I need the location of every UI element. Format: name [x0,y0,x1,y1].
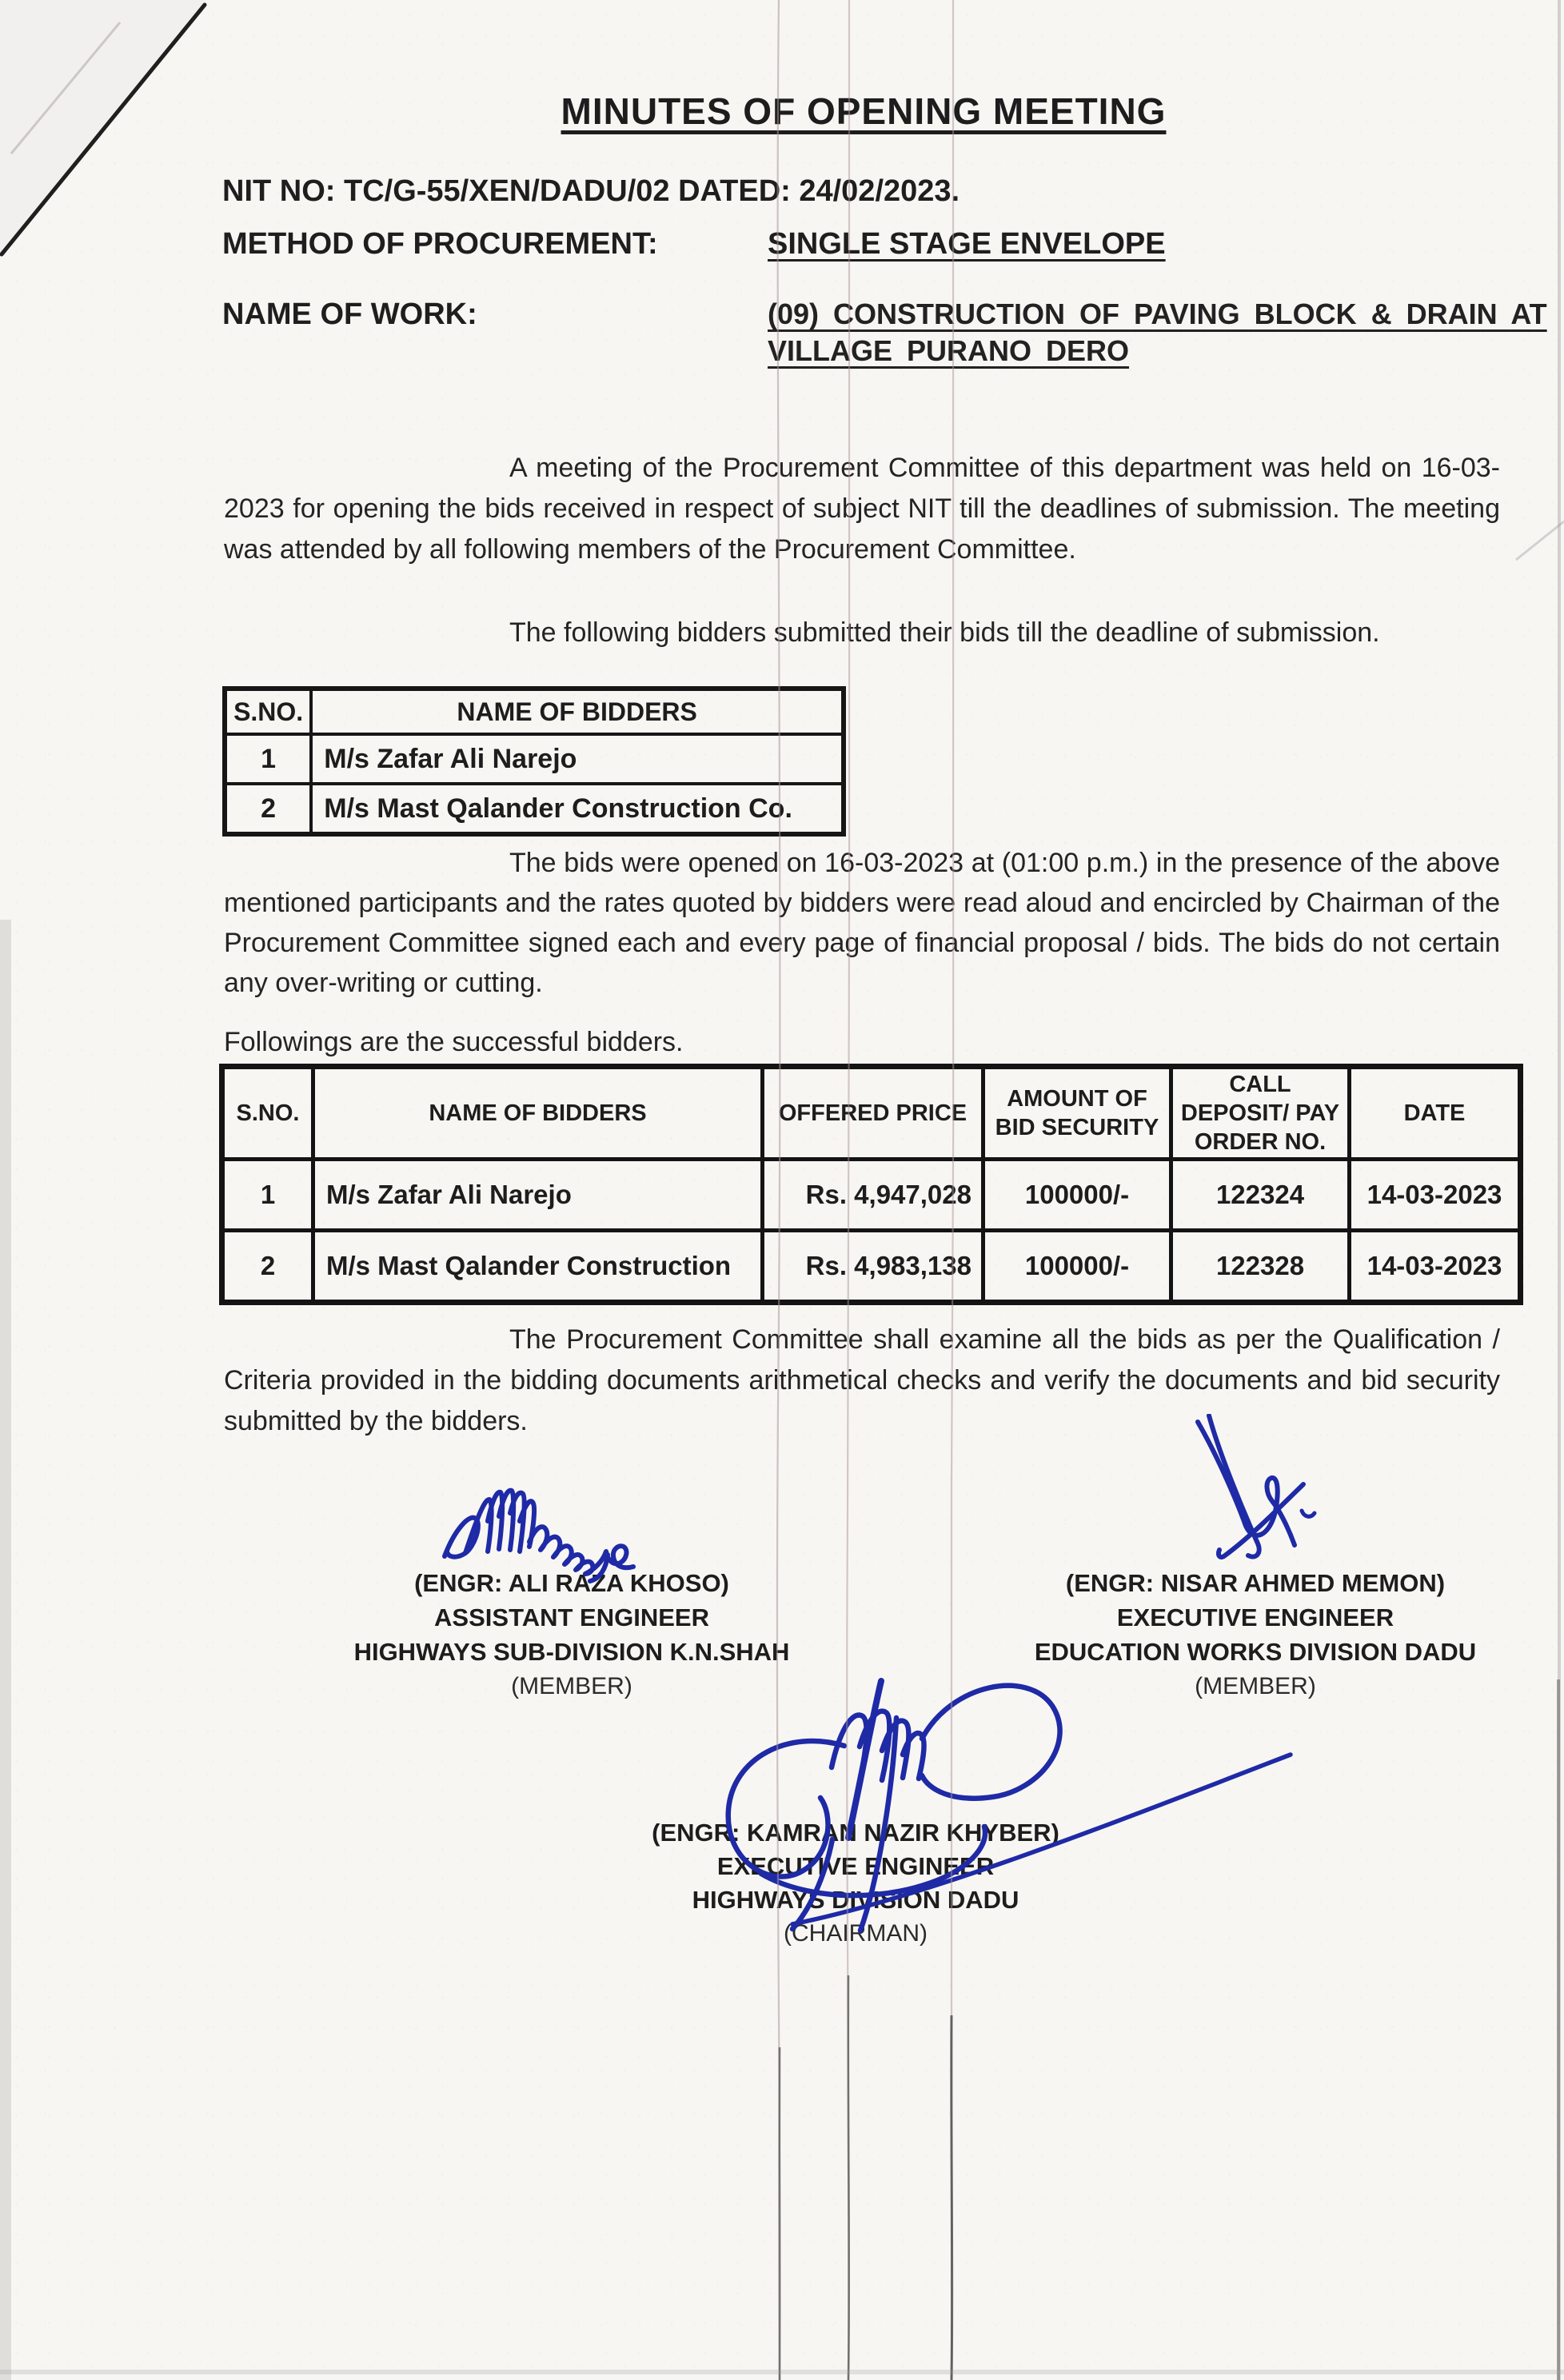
bidder-2-sno: 2 [225,784,311,834]
result-1-sno: 1 [222,1160,313,1231]
procurement-method-label: METHOD OF PROCUREMENT: [222,227,658,261]
result-2-security: 100000/- [983,1231,1171,1303]
chairman-role: (CHAIRMAN) [784,1920,928,1947]
results-header-sno: S.NO. [222,1067,313,1160]
result-1-price: Rs. 4,947,028 [763,1160,983,1231]
results-header-date: DATE [1350,1067,1521,1160]
bidders-header-name: NAME OF BIDDERS [311,689,844,734]
bidder-2-name: M/s Mast Qalander Construction Co. [311,784,844,834]
bidder-1-sno: 1 [225,734,311,784]
table-row [225,784,844,834]
result-1-name: M/s Zafar Ali Narejo [313,1160,763,1231]
name-of-work-label: NAME OF WORK: [222,298,477,331]
bidder-1-name: M/s Zafar Ali Narejo [311,734,844,784]
signature-block-member-left [320,1566,824,1703]
document-title: MINUTES OF OPENING MEETING [561,90,1167,132]
member-left-division: HIGHWAYS SUB-DIVISION K.N.SHAH [353,1638,790,1666]
member-left-role: (MEMBER) [511,1673,632,1699]
member-right-division: EDUCATION WORKS DIVISION DADU [1034,1638,1477,1666]
results-table-header-row [222,1067,1521,1160]
procurement-method-value: SINGLE STAGE ENVELOPE [768,227,1166,261]
result-2-deposit: 122328 [1171,1231,1350,1303]
signature-block-member-right [999,1566,1511,1703]
table-row [222,1160,1521,1231]
result-1-security: 100000/- [983,1160,1171,1231]
corner-fold-line [2,5,205,254]
member-left-title: ASSISTANT ENGINEER [434,1603,709,1631]
bidders-table-header-row [225,689,844,734]
chairman-name: (ENGR: KAMRAN NAZIR KHYBER) [652,1819,1059,1847]
table-row [225,734,844,784]
result-2-sno: 2 [222,1231,313,1303]
results-header-name: NAME OF BIDDERS [313,1067,763,1160]
paragraph-successful-bidders: Followings are the successful bidders. [224,1027,684,1057]
vertical-crease-2-dark [848,1975,849,2380]
result-1-deposit: 122324 [1171,1160,1350,1231]
right-edge-crease-mark [1516,521,1564,560]
chairman-division: HIGHWAYS DIVISION DADU [692,1886,1019,1914]
bidders-header-sno: S.NO. [225,689,311,734]
result-1-date: 14-03-2023 [1350,1160,1521,1231]
member-left-name: (ENGR: ALI RAZA KHOSO) [414,1569,729,1597]
paragraph-bidders-intro: The following bidders submitted their bids till the deadline of submission. [509,617,1380,648]
paragraph-meeting-held: A meeting of the Procurement Committee of this department was held on 16-03-2023 for opening the bids received in respect of subject NIT till the deadlines of submission. The meeting was attended by all following members of the Procurement Committee. [224,453,1500,565]
folded-corner-area [0,0,206,253]
results-header-security: AMOUNT OF BID SECURITY [983,1067,1171,1160]
result-2-date: 14-03-2023 [1350,1231,1521,1303]
result-2-price: Rs. 4,983,138 [763,1231,983,1303]
paragraph-committee-examine: The Procurement Committee shall examine all the bids as per the Qualification / Criteria provided in the bidding documents arithmetical checks and verify the documents and bid security submitted by the bidders. [224,1324,1500,1436]
name-of-work-line2: VILLAGE PURANO DERO [768,334,1130,367]
bidders-table [222,686,846,837]
member-right-role: (MEMBER) [1195,1673,1316,1699]
corner-crease-light [11,22,120,154]
result-2-name: M/s Mast Qalander Construction [313,1231,763,1303]
paragraph-bids-opened: The bids were opened on 16-03-2023 at (01:00 p.m.) in the presence of the above mentioned participants and the rates quoted by bidders were read aloud and encircled by Chairman of the Procurement Committee signed each and every page of financial proposal / bids. The bids do not certain any over-writing or cutting. [224,848,1500,998]
name-of-work-line1: (09) CONSTRUCTION OF PAVING BLOCK & DRAIN AT [768,298,1547,330]
signature-block-chairman [608,1816,1103,1951]
results-header-price: OFFERED PRICE [763,1067,983,1160]
results-table [219,1064,1523,1305]
member-right-title: EXECUTIVE ENGINEER [1116,1603,1394,1631]
table-row [222,1231,1521,1303]
results-header-deposit: CALL DEPOSIT/ PAY ORDER NO. [1171,1067,1350,1160]
member-right-name: (ENGR: NISAR AHMED MEMON) [1065,1569,1446,1597]
chairman-title: EXECUTIVE ENGINEER [716,1852,995,1880]
nit-number-line: NIT NO: TC/G-55/XEN/DADU/02 DATED: 24/02/2023. [222,174,960,208]
